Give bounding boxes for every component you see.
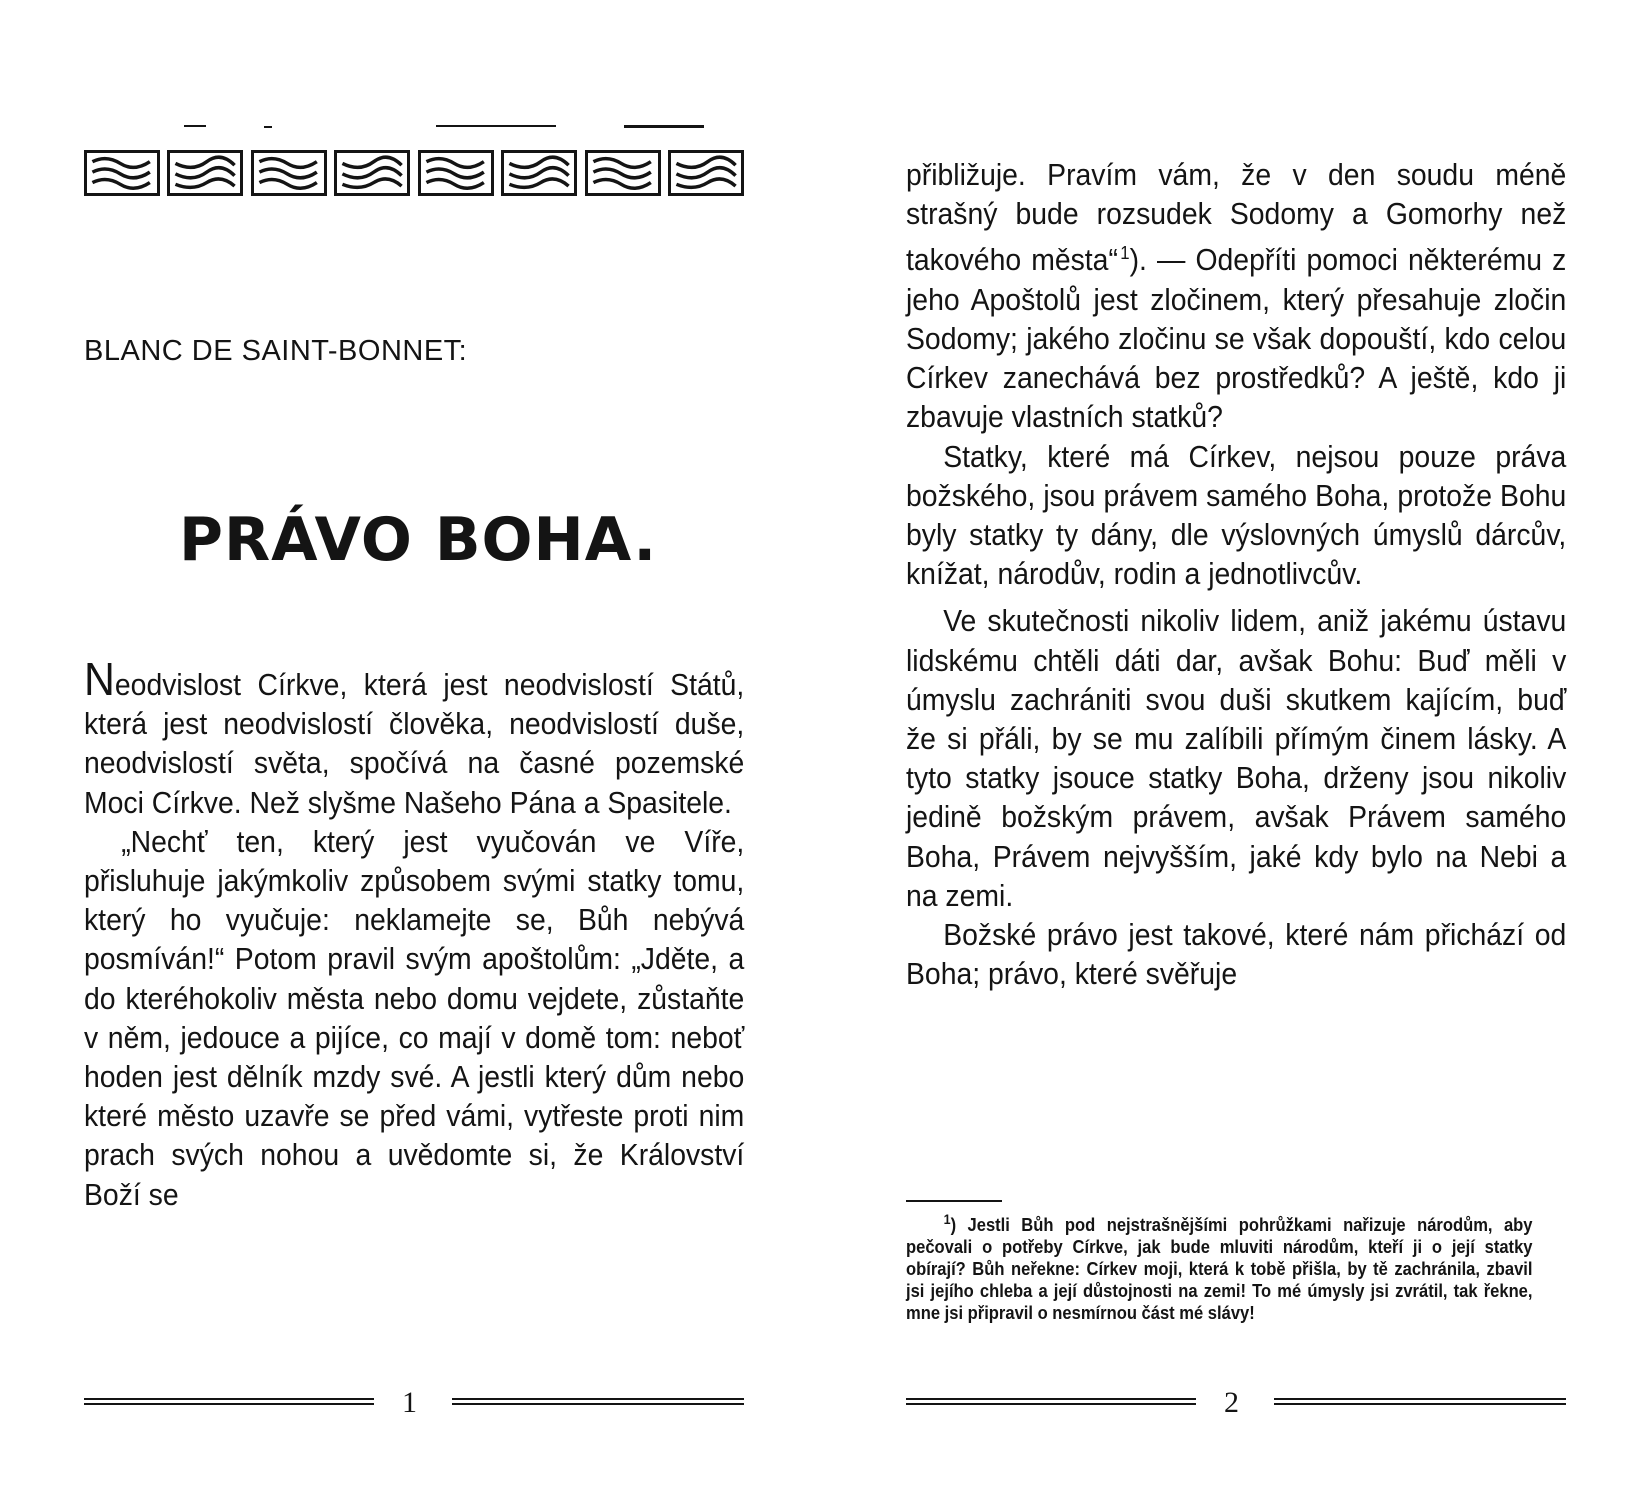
chapter-title: PRÁVO BOHA. (179, 505, 658, 575)
ornament-tile (585, 150, 661, 196)
paragraph (906, 156, 1566, 438)
ornament-tile (418, 150, 494, 196)
left-body-text (84, 653, 745, 1215)
footnote (906, 1208, 1533, 1324)
right-page (906, 0, 1566, 1500)
paragraph: Božské právo jest takové, které nám přichází od Boha; právo, které svěřuje (906, 918, 1567, 992)
ornament-tile (668, 150, 744, 196)
paragraph-text: eodvislost Církve, která jest neodvislostí Států, která jest neodvislostí člověka, neodvislostí duše, neodvislostí světa, spočívá na časné pozemské Moci Církve. Než slyšme Našeho Pána a Spasitele. (84, 668, 745, 820)
footnote-body: ) Jestli Bůh pod nejstrašnějšími pohrůžkami nařizuje národům, aby pečovali o potřeby Církve, jak bude mluviti národům, kteří ji o její statky obírají? Bůh neřekne: Církev moji, která k tobě přišla, by tě zachránila, zbavil jsi jejího chleba a její důstojnosti na zemi! To mé úmysly jsi zvrátil, tak řekne, mne jsi připravil o nesmírnou část mé slávy! (906, 1214, 1533, 1324)
ornament-tile (167, 150, 243, 196)
footnote-text (906, 1208, 1533, 1324)
ornament-tile (84, 150, 160, 196)
decorative-ornament-band (84, 150, 744, 198)
footnote-marker: 1 (943, 1211, 951, 1227)
page-number: 1 (402, 1386, 417, 1419)
footer-rule-right (1274, 1398, 1566, 1410)
paragraph: „Nechť ten, který jest vyučován ve Víře, přisluhuje jakýmkoliv způsobem svými statky tomu, který ho vyučuje: neklamejte se, Bůh nebývá posmíván!“ Potom pravil svým apoštolům: „Jděte, a do kteréhokoliv města nebo domu vejdete, zůstaňte v něm, jedouce a pijíce, co mají v domě tom: neboť hoden jest dělník mzdy své. A jestli který dům nebo které město uzavře se před vámi, vytřeste proti nim prach svých nohou a uvědomte si, že Království Boží se (84, 824, 745, 1212)
paragraph: Statky, které má Církev, nejsou pouze práva božského, jsou právem samého Boha, protože Bohu byly statky ty dány, dle výslovných úmyslů dárcův, knížat, národův, rodin a jednotlivcův. (906, 439, 1567, 592)
ornament-top-rule (84, 124, 744, 130)
footer-rule-left (84, 1398, 374, 1410)
left-page (84, 0, 744, 1500)
author-name: BLANC DE SAINT-BONNET: (84, 335, 468, 367)
footer-rule-right (452, 1398, 744, 1410)
paragraph-text: přibližuje. Pravím vám, že v den soudu méně strašný bude rozsudek Sodomy a Gomorhy než takového města“ (906, 158, 1567, 278)
drop-cap: N (84, 653, 115, 705)
footnote-reference: 1 (1120, 243, 1130, 264)
paragraph (84, 653, 745, 823)
footer-rule-left (906, 1398, 1196, 1410)
right-body-text (906, 156, 1566, 994)
paragraph-text: ). — Odepříti pomoci některému z jeho Apoštolů jest zločinem, který přesahuje zločin Sodomy; jakého zločinu se však dopouští, kdo celou Církev zanechává bez prostředků? A ještě, kdo ji zbavuje vlastních statků? (906, 243, 1567, 435)
ornament-tile (334, 150, 410, 196)
ornament-tile (501, 150, 577, 196)
ornament-tile (251, 150, 327, 196)
footnote-rule (906, 1200, 1002, 1202)
page-number: 2 (1224, 1386, 1239, 1419)
paragraph: Ve skutečnosti nikoliv lidem, aniž jakému ústavu lidskému chtěli dáti dar, avšak Bohu: Buď měli v úmyslu zachrániti svou duši skutkem kajícím, buď že si přáli, by se mu zalíbili přímým činem lásky. A tyto statky jsouce statky Boha, drženy jsou nikoliv jedině božským právem, avšak Právem samého Boha, Právem nejvyšším, jaké kdy bylo na Nebi a na zemi. (906, 604, 1567, 913)
